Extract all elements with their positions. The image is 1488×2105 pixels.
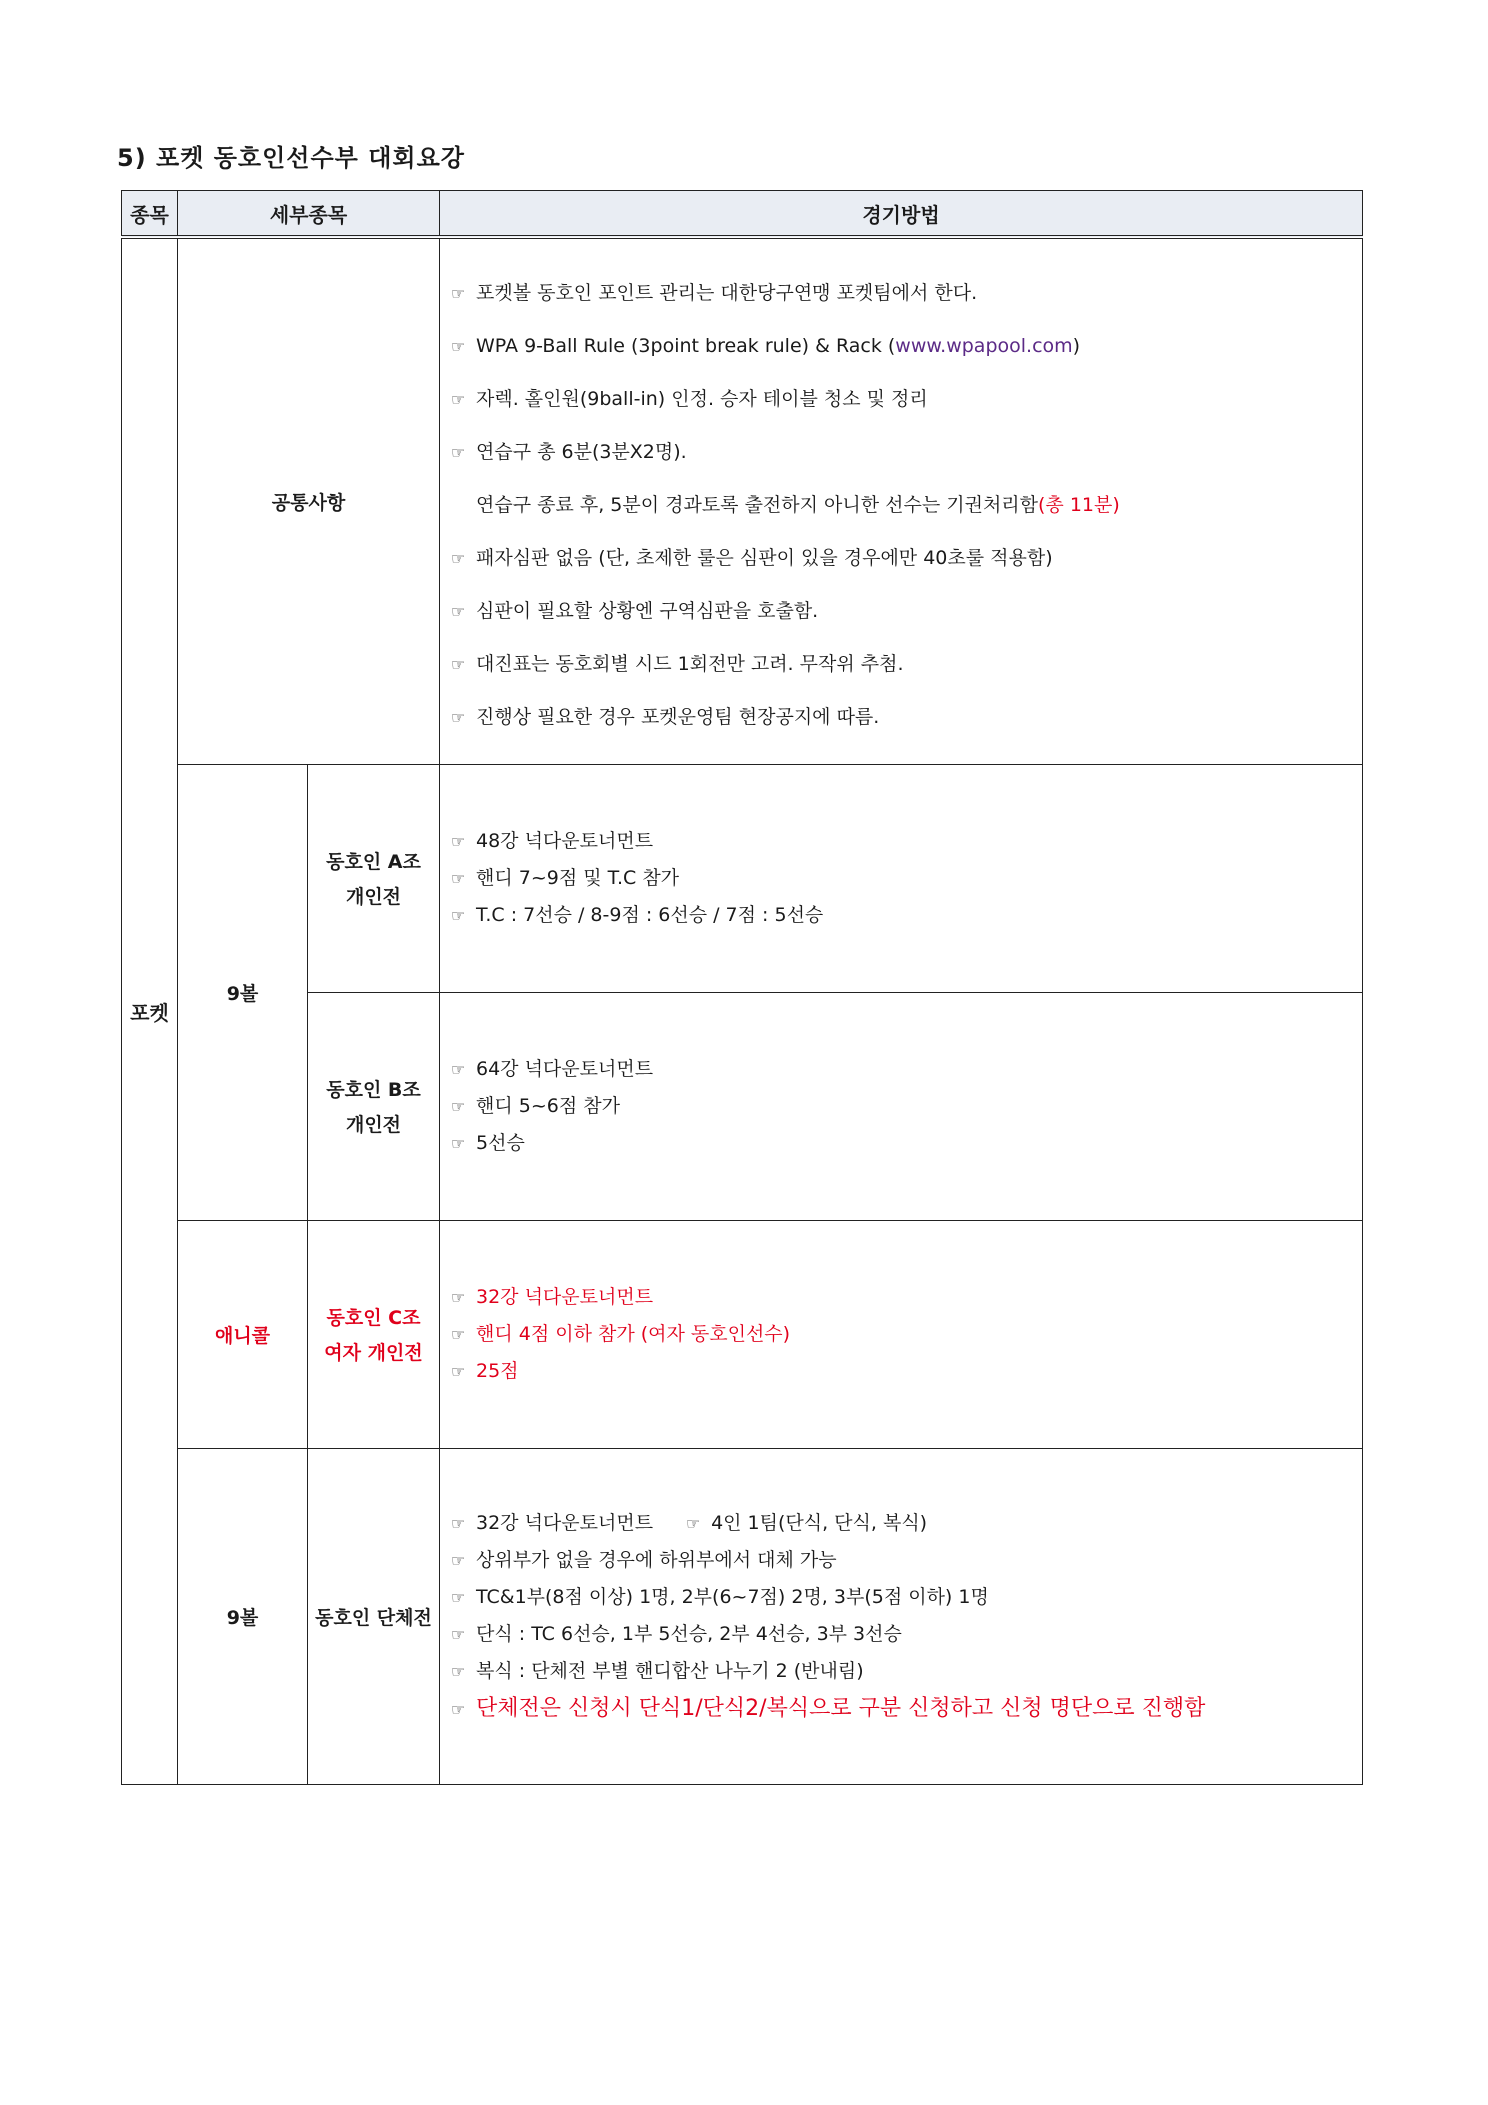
pointing-hand-icon: ☞	[450, 654, 466, 674]
common-rule-7: ☞ 심판이 필요할 상황엔 구역심판을 호출함.	[446, 585, 1362, 638]
pointing-hand-icon: ☞	[450, 1514, 466, 1533]
pointing-hand-icon: ☞	[450, 1662, 466, 1681]
game-anycall: 애니콜	[178, 1220, 308, 1448]
pointing-hand-icon: ☞	[450, 1700, 466, 1719]
table-header-row	[122, 191, 1363, 238]
pointing-hand-icon: ☞	[450, 831, 466, 851]
pointing-hand-icon: ☞	[450, 1551, 466, 1570]
common-rule-6: ☞ 패자심판 없음 (단, 초제한 룰은 심판이 있을 경우에만 40초룰 적용함)	[446, 532, 1362, 585]
common-rules-cell	[440, 237, 1363, 764]
group-a-rule-2: ☞ 핸디 7~9점 및 T.C 참가	[446, 860, 1362, 897]
pointing-hand-icon: ☞	[450, 389, 466, 409]
category-cell: 포켓	[122, 237, 178, 1784]
group-c-rule-1: ☞ 32강 넉다운토너먼트	[446, 1279, 1362, 1316]
group-b-row	[122, 992, 1363, 1220]
pointing-hand-icon: ☞	[450, 442, 466, 462]
group-c-rule-3: ☞ 25점	[446, 1353, 1362, 1390]
competition-rules-table	[121, 190, 1363, 1785]
group-a-row	[122, 764, 1363, 992]
group-b-rule-1: ☞ 64강 넉다운토너먼트	[446, 1051, 1362, 1088]
team-name: 동호인 단체전	[308, 1448, 440, 1784]
pointing-hand-icon: ☞	[450, 1287, 466, 1307]
pointing-hand-icon: ☞	[685, 1514, 701, 1533]
pointing-hand-icon: ☞	[450, 1133, 466, 1153]
group-c-rule-2: ☞ 핸디 4점 이하 참가 (여자 동호인선수)	[446, 1316, 1362, 1353]
common-rule-1: ☞ 포켓볼 동호인 포인트 관리는 대한당구연맹 포켓팀에서 한다.	[446, 267, 1362, 320]
group-a-rules	[440, 764, 1363, 992]
game-9ball-team: 9볼	[178, 1448, 308, 1784]
group-a-rule-1: ☞ 48강 넉다운토너먼트	[446, 823, 1362, 860]
group-b-rule-3: ☞ 5선승	[446, 1125, 1362, 1162]
common-rule-5: 연습구 종료 후, 5분이 경과토록 출전하지 아니한 선수는 기권처리함(총 11분)	[476, 493, 1120, 516]
game-9ball-individual: 9볼	[178, 764, 308, 1220]
pointing-hand-icon: ☞	[450, 283, 466, 303]
common-row	[122, 237, 1363, 764]
header-event: 종목	[122, 191, 178, 238]
group-c-name: 동호인 C조 여자 개인전	[308, 1220, 440, 1448]
team-rule-4: ☞ 단식 : TC 6선승, 1부 5선승, 2부 4선승, 3부 3선승	[446, 1616, 1362, 1653]
pointing-hand-icon: ☞	[450, 707, 466, 727]
pointing-hand-icon: ☞	[450, 336, 466, 356]
pointing-hand-icon: ☞	[450, 1625, 466, 1644]
common-rule-2: ☞ WPA 9-Ball Rule (3point break rule) & Rack (www.wpapool.com)	[446, 320, 1362, 373]
group-a-rule-3: ☞ T.C : 7선승 / 8-9점 : 6선승 / 7점 : 5선승	[446, 897, 1362, 934]
team-rule-5: ☞ 복식 : 단체전 부별 핸디합산 나누기 2 (반내림)	[446, 1653, 1362, 1690]
team-row	[122, 1448, 1363, 1784]
pointing-hand-icon: ☞	[450, 1324, 466, 1344]
group-b-name: 동호인 B조 개인전	[308, 992, 440, 1220]
header-method: 경기방법	[440, 191, 1363, 238]
pointing-hand-icon: ☞	[450, 905, 466, 925]
team-rule-6: ☞ 단체전은 신청시 단식1/단식2/복식으로 구분 신청하고 신청 명단으로 진행함	[446, 1690, 1362, 1727]
pointing-hand-icon: ☞	[450, 1361, 466, 1381]
team-rule-3: ☞ TC&1부(8점 이상) 1명, 2부(6~7점) 2명, 3부(5점 이하) 1명	[446, 1579, 1362, 1616]
group-b-rules	[440, 992, 1363, 1220]
pointing-hand-icon: ☞	[450, 548, 466, 568]
group-c-rules	[440, 1220, 1363, 1448]
pointing-hand-icon: ☞	[450, 1059, 466, 1079]
page-title: 5) 포켓 동호인선수부 대회요강	[117, 144, 465, 172]
header-sub-event: 세부종목	[178, 191, 440, 238]
common-rule-9: ☞ 진행상 필요한 경우 포켓운영팀 현장공지에 따름.	[446, 691, 1362, 744]
common-label: 공통사항	[178, 237, 440, 764]
team-rules	[440, 1448, 1363, 1784]
common-rule-8: ☞ 대진표는 동호회별 시드 1회전만 고려. 무작위 추첨.	[446, 638, 1362, 691]
total-time-note: (총 11분)	[1038, 493, 1120, 516]
group-b-rule-2: ☞ 핸디 5~6점 참가	[446, 1088, 1362, 1125]
team-rule-1: ☞ 32강 넉다운토너먼트 ☞ 4인 1팀(단식, 단식, 복식)	[446, 1505, 1362, 1542]
pointing-hand-icon: ☞	[450, 1588, 466, 1607]
pointing-hand-icon: ☞	[450, 601, 466, 621]
pointing-hand-icon: ☞	[450, 868, 466, 888]
common-rule-4: ☞ 연습구 총 6분(3분X2명).	[446, 426, 1362, 479]
group-a-name: 동호인 A조 개인전	[308, 764, 440, 992]
pointing-hand-icon: ☞	[450, 1096, 466, 1116]
common-rule-3: ☞ 자렉. 홀인원(9ball-in) 인정. 승자 테이블 청소 및 정리	[446, 373, 1362, 426]
wpa-link[interactable]: www.wpapool.com	[895, 334, 1073, 357]
group-c-row	[122, 1220, 1363, 1448]
team-rule-2: ☞ 상위부가 없을 경우에 하위부에서 대체 가능	[446, 1542, 1362, 1579]
